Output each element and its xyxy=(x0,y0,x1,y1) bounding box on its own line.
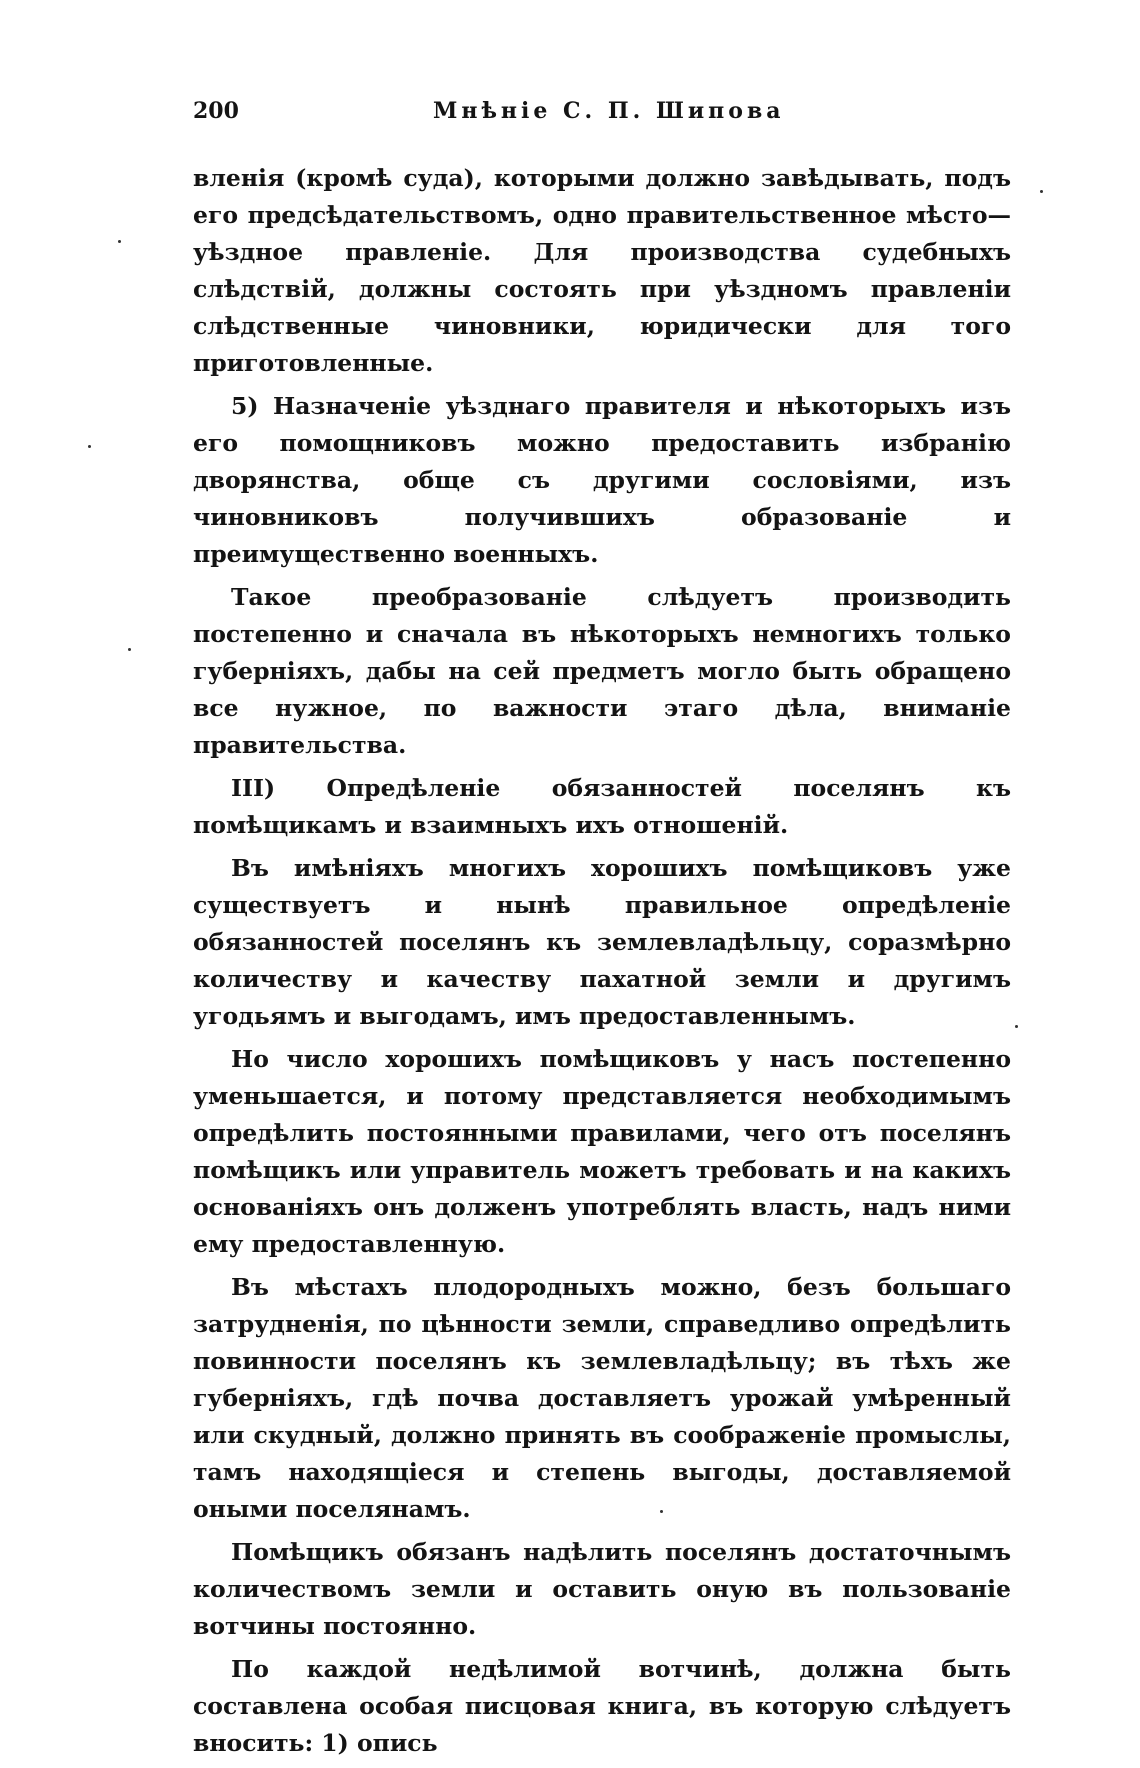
paragraph-continuation: вленія (кромѣ суда), которыми должно завѣдывать, подъ его предсѣдательствомъ, одно правительственное мѣсто—уѣздное правленіе. Для производства судебныхъ слѣдствій, должны состоять при уѣздномъ правленіи слѣдственные чиновники, юридически для того приготовленные. xyxy=(193,164,1011,377)
body-text xyxy=(193,160,1011,1768)
print-speck xyxy=(118,240,121,243)
paragraph-good-landowners: Въ имѣніяхъ многихъ хорошихъ помѣщиковъ уже существуетъ и нынѣ правильное опредѣленіе обязанностей поселянъ къ землевладѣльцу, соразмѣрно количеству и качеству пахатной земли и другимъ угодьямъ и выгодамъ, имъ предоставленнымъ. xyxy=(193,854,1011,1030)
print-speck xyxy=(1040,190,1043,193)
paragraph-fertile-places: Въ мѣстахъ плодородныхъ можно, безъ большаго затрудненія, по цѣнности земли, справедливо опредѣлить повинности поселянъ къ землевладѣльцу; въ тѣхъ же губерніяхъ, гдѣ почва доставляетъ урожай умѣренный или скудный, должно принять въ соображеніе промыслы, тамъ находящіеся и степень выгоды, доставляемой оными поселянамъ. xyxy=(193,1273,1011,1523)
paragraph-gradual-reform: Такое преобразованіе слѣдуетъ производить постепенно и сначала въ нѣкоторыхъ немногихъ только губерніяхъ, дабы на сей предметъ могло быть обращено все нужное, по важности этаго дѣла, вниманіе правительства. xyxy=(193,583,1011,759)
paragraph-rules-needed: Но число хорошихъ помѣщиковъ у насъ постепенно уменьшается, и потому представляется необходимымъ опредѣлить постоянными правилами, чего отъ поселянъ помѣщикъ или управитель можетъ требовать и на какихъ основаніяхъ онъ долженъ употреблять власть, надъ ними ему предоставленную. xyxy=(193,1045,1011,1258)
page-number: 200 xyxy=(193,98,239,124)
paragraph-item-5: 5) Назначеніе уѣзднаго правителя и нѣкоторыхъ изъ его помощниковъ можно предоставить избранію дворянства, обще съ другими сословіями, изъ чиновниковъ получившихъ образованіе и преимущественно военныхъ. xyxy=(193,392,1011,568)
running-title: Мнѣніе С. П. Шипова xyxy=(433,98,785,124)
print-speck xyxy=(660,1510,663,1513)
print-speck xyxy=(1015,1025,1018,1028)
paragraph-land-allotment: Помѣщикъ обязанъ надѣлить поселянъ достаточнымъ количествомъ земли и оставить оную въ пользованіе вотчины постоянно. xyxy=(193,1538,1011,1640)
section-heading-iii: III) Опредѣленіе обязанностей поселянъ къ помѣщикамъ и взаимныхъ ихъ отношеній. xyxy=(193,774,1011,839)
print-speck xyxy=(128,648,131,651)
page-header xyxy=(193,98,1011,138)
print-speck xyxy=(88,445,91,448)
paragraph-cadastre-book: По каждой недѣлимой вотчинѣ, должна быть составлена особая писцовая книга, въ которую слѣдуетъ вносить: 1) опись xyxy=(193,1655,1011,1757)
